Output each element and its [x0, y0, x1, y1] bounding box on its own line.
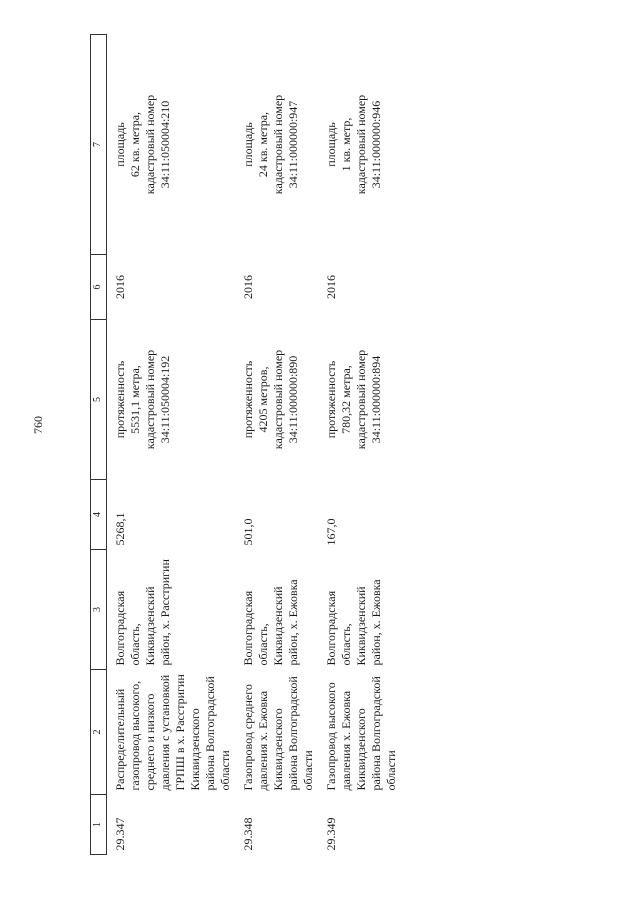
column-header: 6: [91, 255, 107, 320]
column-header: 1: [91, 795, 107, 855]
column-header: 4: [91, 480, 107, 550]
table-row: [107, 35, 236, 855]
land-details: площадь 24 кв. метра, кадастровый номер 34:11:000000:947: [241, 94, 300, 195]
column-header: 3: [91, 550, 107, 670]
column-header: 5: [91, 320, 107, 480]
property-table: [90, 34, 401, 855]
object-location: Волгоградская область, Киквидзенский район, х. Ежовка: [324, 579, 383, 666]
table-header-row: [91, 35, 107, 855]
table-row: [318, 35, 401, 855]
land-details: площадь 1 кв. метр, кадастровый номер 34:11:000000:946: [324, 94, 383, 195]
object-value: 167,0: [324, 518, 338, 546]
table-row: [235, 35, 318, 855]
column-header: 2: [91, 670, 107, 795]
object-year: 2016: [241, 275, 255, 299]
column-header: 7: [91, 35, 107, 255]
object-value: 501,0: [241, 518, 255, 546]
object-value: 5268,1: [113, 512, 127, 546]
page-number: 760: [31, 416, 45, 434]
land-details: площадь 62 кв. метра, кадастровый номер 34:11:050004:210: [113, 94, 172, 195]
object-details: протяженность 4205 метров, кадастровый номер 34:11:000000:890: [241, 349, 300, 450]
object-name: Распределительный газопровод высокого, среднего и низкого давления с установкой ГРПШ в х. Расстригин Киквидзенского района Волгоградской области: [113, 674, 232, 791]
object-details: протяженность 780,32 метра, кадастровый номер 34:11:000000:894: [324, 349, 383, 450]
object-location: Волгоградская область, Киквидзенский район, х. Расстригин: [113, 559, 172, 666]
object-location: Волгоградская область, Киквидзенский район, х. Ежовка: [241, 579, 300, 666]
property-table-container: [90, 35, 520, 855]
object-year: 2016: [324, 275, 338, 299]
object-name: Газопровод среднего давления х. Ежовка Киквидзенского района Волгоградской области: [241, 676, 315, 791]
object-name: Газопровод высокого давления х. Ежовка Киквидзенского района Волгоградской области: [324, 676, 398, 791]
row-number: 29.347: [113, 817, 127, 851]
object-details: протяженность 5531,1 метра, кадастровый номер 34:11:050004:192: [113, 349, 172, 450]
row-number: 29.349: [324, 817, 338, 851]
object-year: 2016: [113, 275, 127, 299]
row-number: 29.348: [241, 817, 255, 851]
